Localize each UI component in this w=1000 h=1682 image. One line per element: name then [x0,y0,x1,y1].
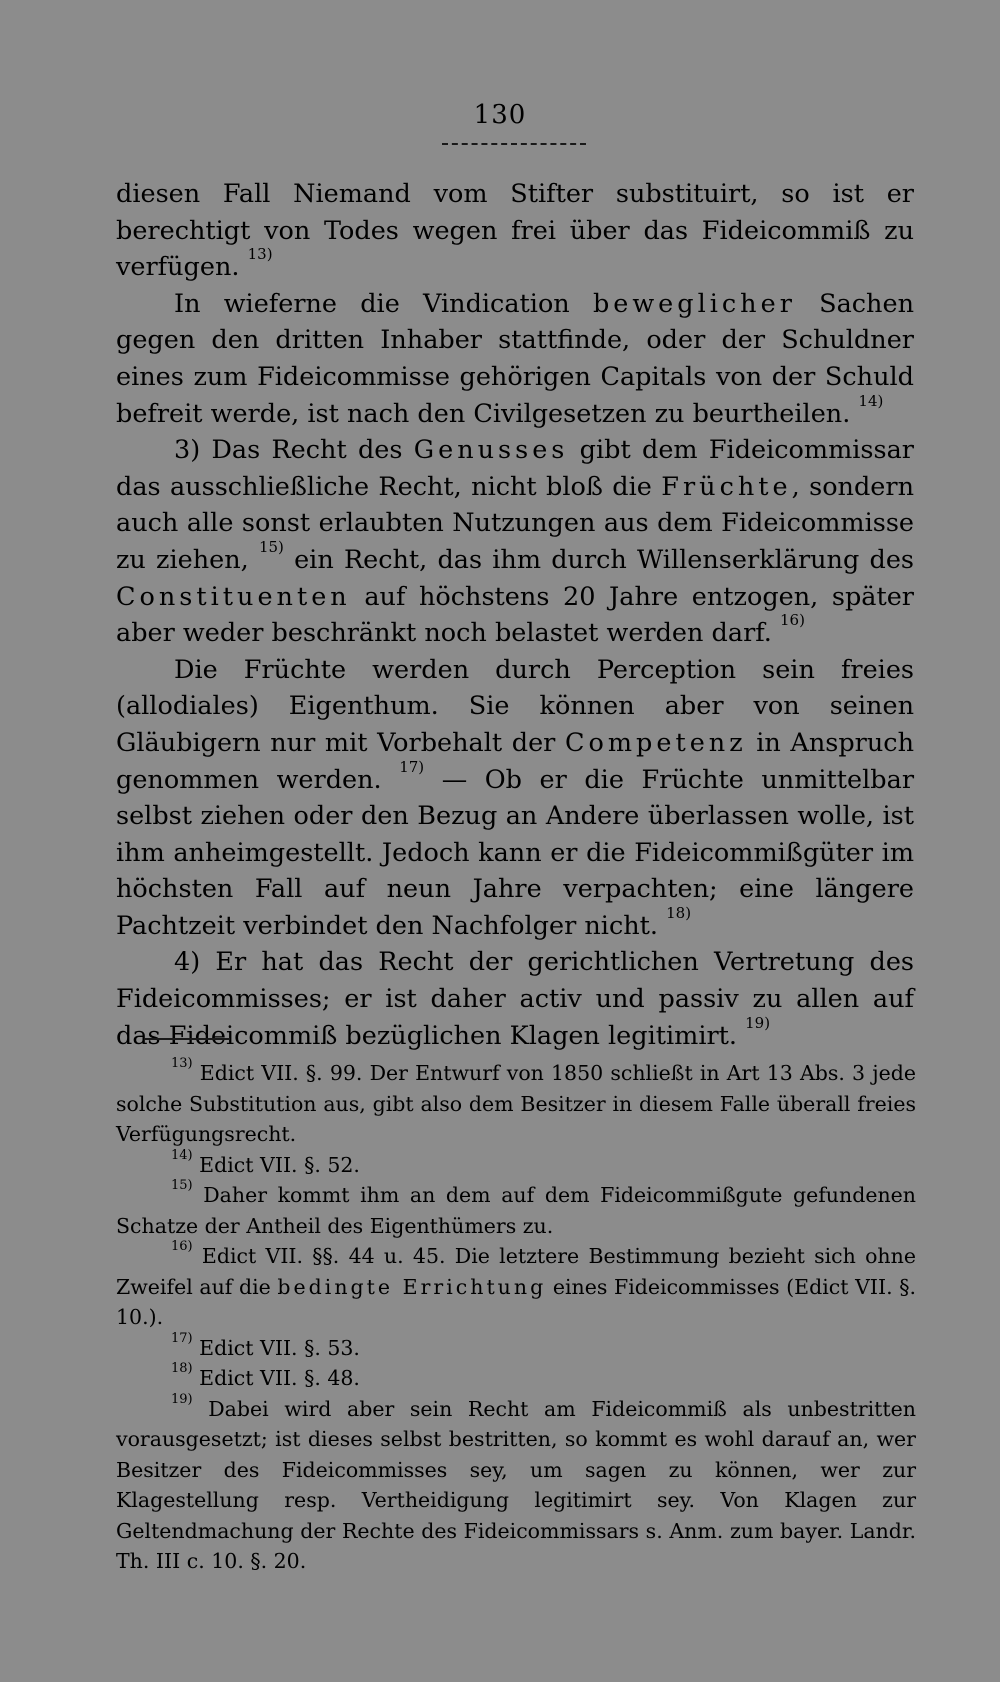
paragraph-text: In wieferne die Vindication [174,288,593,319]
footnote-mark: 15) [171,1178,193,1193]
footnote-mark: 19) [171,1391,193,1407]
footnote [116,1058,916,1150]
footnote-text: Edict VII. §. 53. [199,1335,360,1360]
footnote-mark: 14) [171,1147,193,1163]
paragraph-text: , sondern auch alle sonst erlaubten Nutzungen aus dem Fideicommisse zu ziehen, [116,471,914,575]
paragraph-text: gibt dem Fideicommissar das ausschließliche Recht, nicht bloß die [116,435,914,502]
paragraph [116,652,914,945]
paragraph [116,432,914,652]
footnote-text: Edict VII. §. 48. [199,1366,360,1390]
paragraph-text: 3) Das Recht des [174,435,414,466]
emphasized-text: Genusses [413,435,569,466]
footnote-mark: 17) [171,1330,193,1346]
emphasized-text: bedingte Errichtung [277,1274,547,1299]
footnote-mark: 18) [171,1361,193,1376]
paragraph [116,286,914,432]
paragraph-text: — Ob er die Früchte unmittelbar selbst ziehen oder den Bezug an Andere überlassen wolle, ist ihm anheimgestellt. Jedoch kann er die Fideicommißgüter im höchsten Fall auf neun Jahre verpachten; eine längere Pachtzeit verbindet den Nachfolger nicht. [116,764,915,941]
footnote [116,1330,916,1364]
paragraph-text: auf höchstens 20 Jahre entzogen, später aber weder beschränkt noch belastet werden darf. [116,581,914,649]
footnote-reference: 15) [258,537,284,556]
footnote-text: Edict VII. §. 52. [199,1152,360,1177]
footnote [116,1180,916,1241]
footnote-text: eines Fideicommisses (Edict VII. §. 10.). [116,1274,916,1329]
footnotes [116,1058,916,1577]
footnote-mark: 13) [171,1056,193,1071]
emphasized-text: Früchte [661,471,792,502]
footnote-rule [144,1038,230,1040]
footnote-reference: 13) [247,245,273,264]
footnote-text: Dabei wird aber sein Recht am Fideicommiß als unbestritten vorausgesetzt; ist dieses selbst bestritten, so kommt es wohl darauf an, wer Besitzer des Fideicommisses sey, um sagen zu können, wer zur Klagestellung resp. Vertheidigung legitimirt sey. Von Klagen zur Geltendmachung der Rechte des Fideicommissars s. Anm. zum bayer. Landr. Th. III c. 10. §. 20. [116,1396,916,1573]
footnote-reference: 16) [780,611,805,630]
footnote-reference: 17) [399,757,425,776]
page-number: 130 [473,100,527,130]
footnote-reference: 19) [745,1013,771,1032]
footnote-reference: 14) [858,391,884,410]
main-text [116,176,914,1054]
emphasized-text: Constituenten [116,581,351,612]
emphasized-text: Competenz [564,727,747,758]
footnote-text: Edict VII. §. 99. Der Entwurf von 1850 schließt in Art 13 Abs. 3 jede solche Substitution aus, gibt also dem Besitzer in diesem Falle überall freies Verfügungsrecht. [116,1061,916,1146]
paragraph-text: diesen Fall Niemand vom Stifter substituirt, so ist er berechtigt von Todes wegen frei über das Fideicommiß zu verfügen. [116,179,914,283]
header-rule [442,143,586,145]
footnote-text: Daher kommt ihm an dem auf dem Fideicommißgute gefundenen Schatze der Antheil des Eigenthümers zu. [116,1183,916,1238]
paragraph-text: in Anspruch genommen werden. [116,727,915,795]
paragraph [116,176,914,286]
paragraph-text: 4) Er hat das Recht der gerichtlichen Vertretung des Fideicommisses; er ist daher activ und passiv zu allen auf das Fideicommiß bezüglichen Klagen legitimirt. [116,947,914,1051]
paragraph-text: Die Früchte werden durch Perception sein freies (allodiales) Eigenthum. Sie können aber von seinen Gläubigern nur mit Vorbehalt der [116,654,914,758]
footnote-reference: 18) [666,903,692,922]
footnote [116,1391,916,1577]
footnote [116,1147,916,1181]
footnote [116,1363,916,1394]
paragraph-text: Sachen gegen den dritten Inhaber stattfinde, oder der Schuldner eines zum Fideicommisse gehörigen Capitals von der Schuld befreit werde, ist nach den Civilgesetzen zu beurtheilen. [116,288,914,429]
footnote-mark: 16) [171,1239,193,1254]
footnote-text: Edict VII. §§. 44 u. 45. Die letztere Bestimmung bezieht sich ohne Zweifel auf die [116,1244,916,1299]
emphasized-text: beweglicher [592,288,796,319]
paragraph-text: ein Recht, das ihm durch Willenserklärung des [283,544,914,575]
footnote [116,1241,916,1333]
paragraph [116,944,914,1054]
